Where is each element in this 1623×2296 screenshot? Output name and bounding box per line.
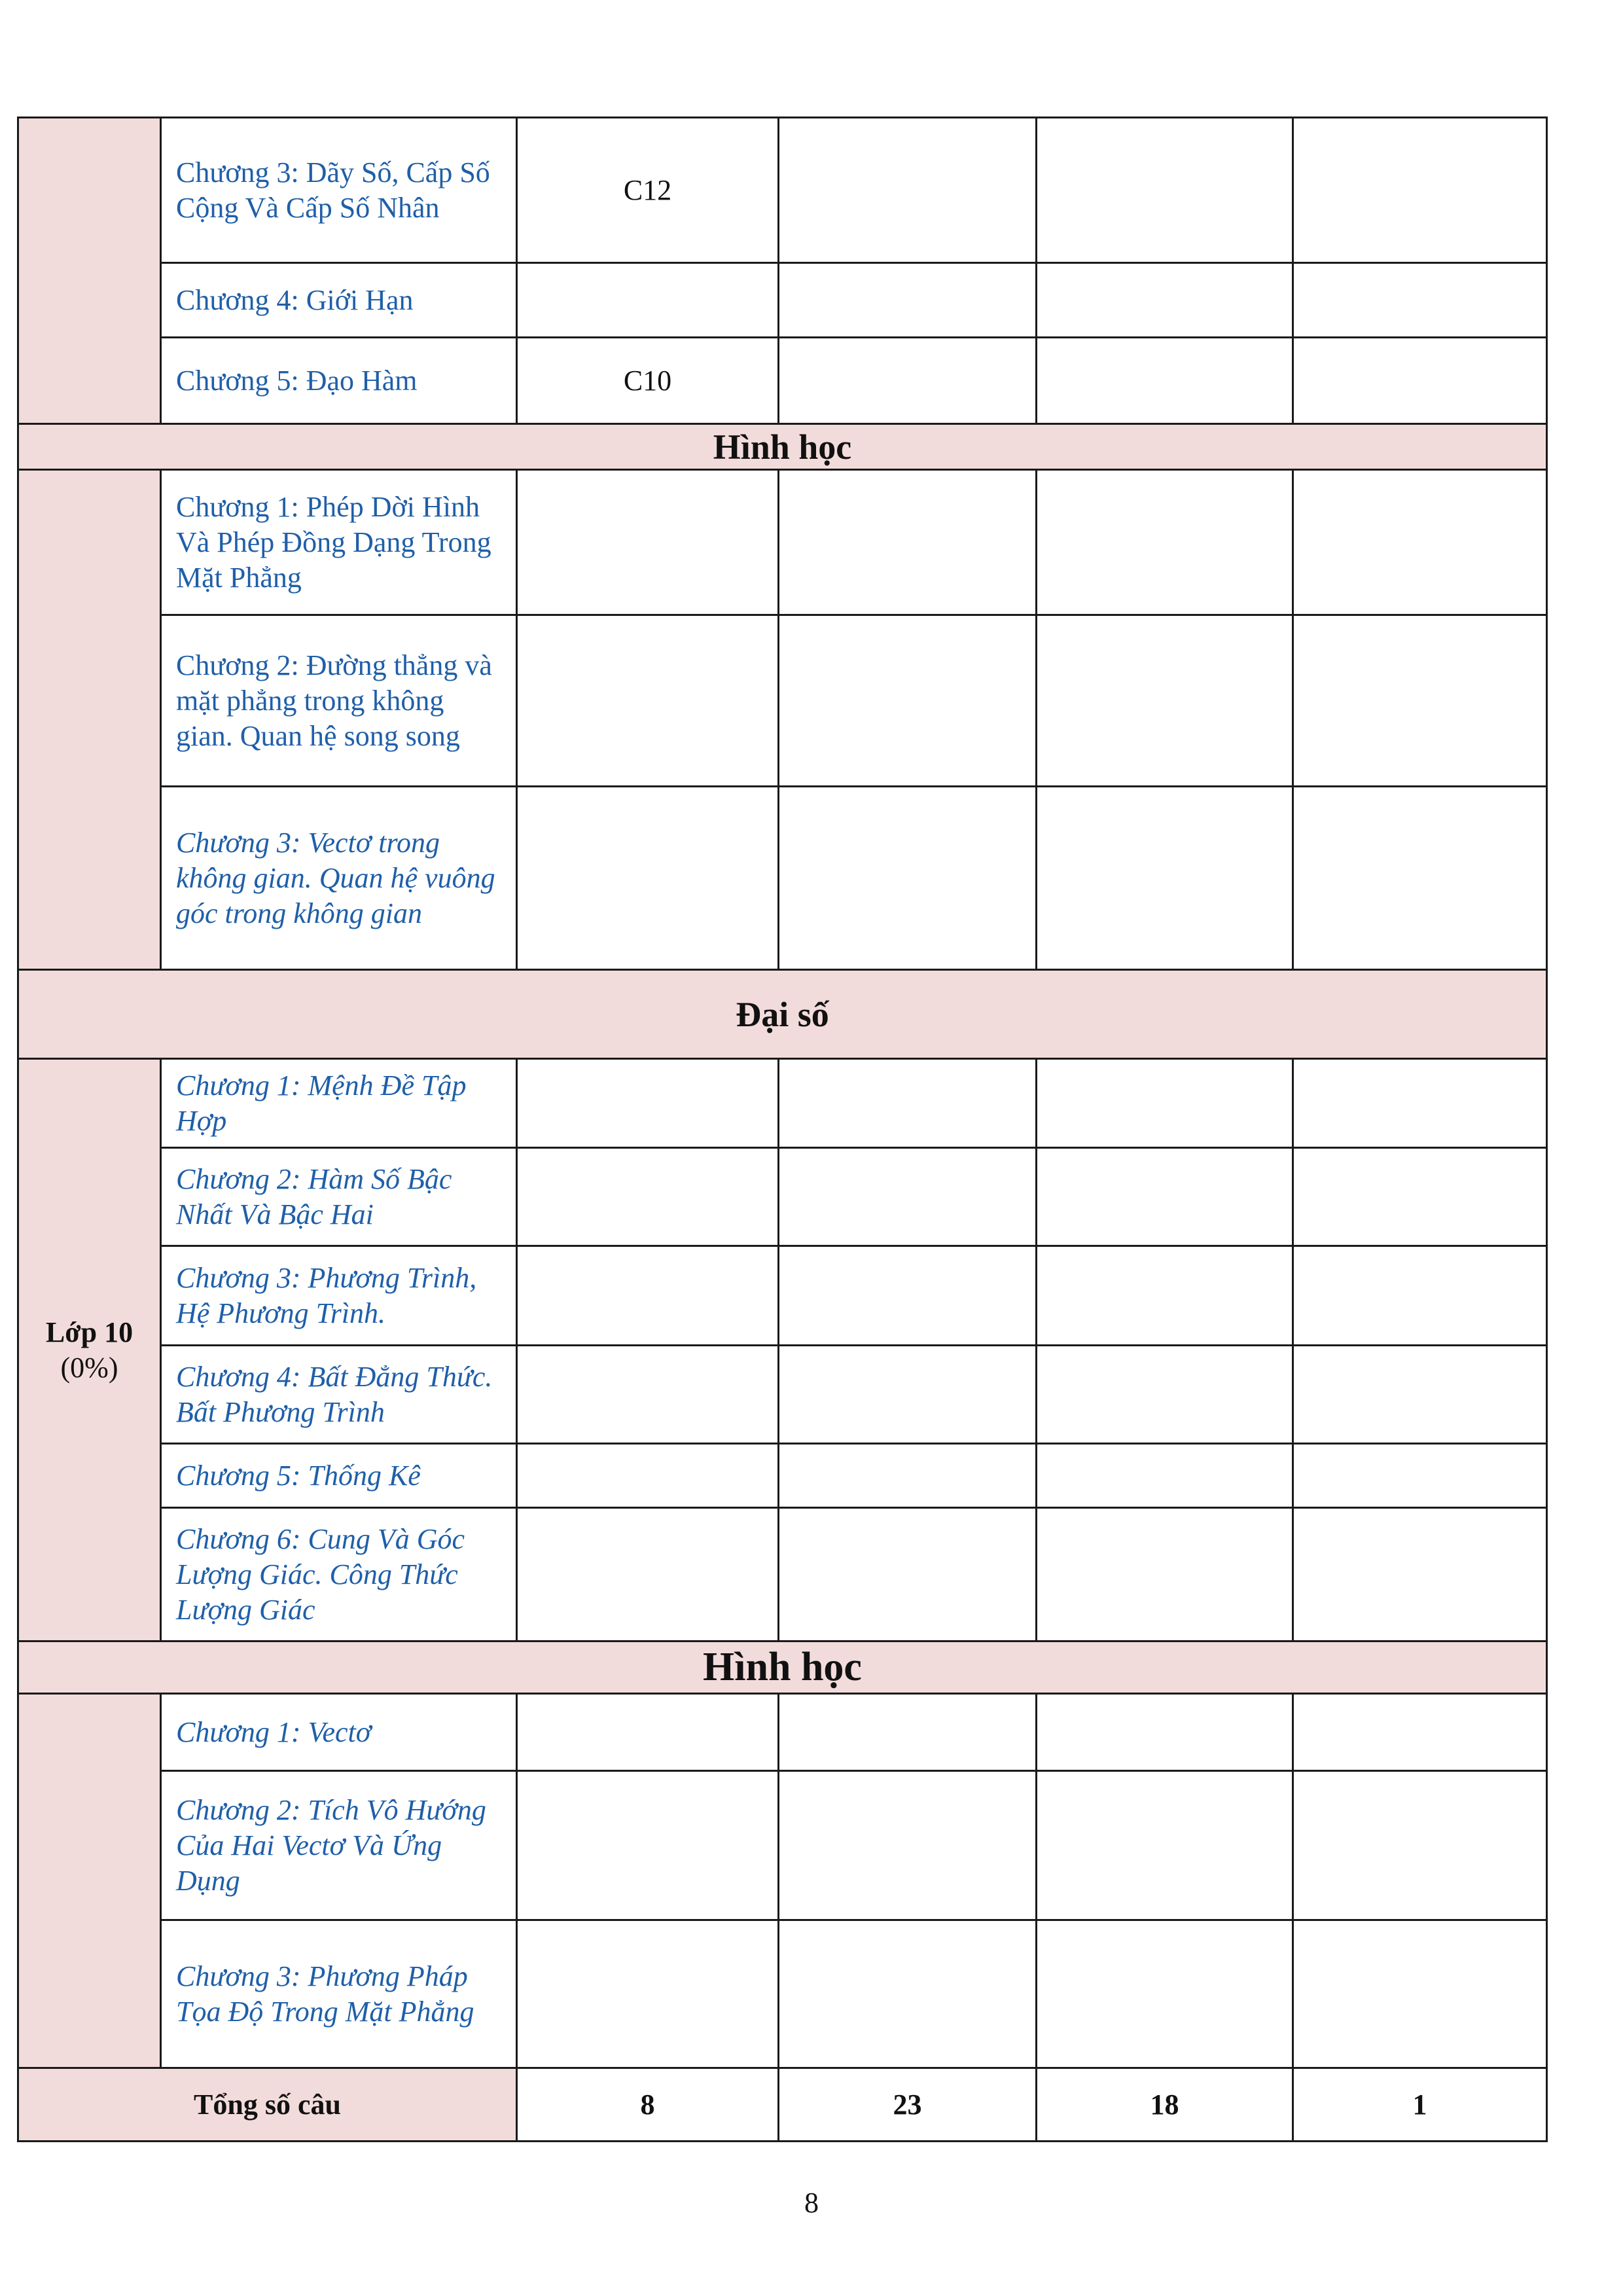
level-2-cell: [779, 263, 1037, 338]
level-3-cell: [1037, 1148, 1293, 1246]
total-level-3: 18: [1037, 2068, 1293, 2142]
grade-cell: [18, 1059, 161, 1641]
section-row: [18, 1641, 1547, 1694]
level-3-cell: [1037, 1771, 1293, 1920]
level-3-cell: [1037, 787, 1293, 970]
level-2-cell: [779, 1771, 1037, 1920]
level-2-cell: [779, 1246, 1037, 1346]
level-2-cell: [779, 1694, 1037, 1771]
chapter-cell: Chương 6: Cung Và Góc Lượng Giác. Công Thức Lượng Giác: [161, 1508, 517, 1641]
level-2-cell: [779, 1346, 1037, 1444]
grade-label: Lớp 10: [45, 1316, 134, 1348]
level-4-cell: [1293, 1346, 1547, 1444]
table-row: [18, 1694, 1547, 1771]
table-row: [18, 118, 1547, 263]
level-3-cell: [1037, 1920, 1293, 2068]
section-row: [18, 970, 1547, 1059]
level-2-cell: [779, 1059, 1037, 1148]
level-4-cell: [1293, 118, 1547, 263]
level-1-cell: [517, 470, 779, 615]
chapter-cell: Chương 1: Vectơ: [161, 1694, 517, 1771]
table-row: [18, 787, 1547, 970]
chapter-cell: Chương 3: Vectơ trong không gian. Quan hệ vuông góc trong không gian: [161, 787, 517, 970]
table-row: [18, 263, 1547, 338]
level-4-cell: [1293, 1771, 1547, 1920]
level-3-cell: [1037, 1059, 1293, 1148]
level-1-cell: [517, 1694, 779, 1771]
total-level-1: 8: [517, 2068, 779, 2142]
level-2-cell: [779, 1920, 1037, 2068]
level-2-cell: [779, 1148, 1037, 1246]
level-4-cell: [1293, 470, 1547, 615]
level-1-cell: [517, 1246, 779, 1346]
level-2-cell: [779, 1444, 1037, 1508]
chapter-cell: Chương 5: Thống Kê: [161, 1444, 517, 1508]
table-row: [18, 1920, 1547, 2068]
grade-cell-empty: [18, 118, 161, 424]
level-3-cell: [1037, 1694, 1293, 1771]
table-row: [18, 1508, 1547, 1641]
level-2-cell: [779, 787, 1037, 970]
level-3-cell: [1037, 118, 1293, 263]
chapter-cell: Chương 5: Đạo Hàm: [161, 338, 517, 424]
grade-percent: (0%): [60, 1351, 118, 1384]
section-row: [18, 424, 1547, 470]
chapter-cell: Chương 2: Đường thẳng và mặt phẳng trong không gian. Quan hệ song song: [161, 615, 517, 787]
level-4-cell: [1293, 1694, 1547, 1771]
page-number: 8: [804, 2187, 819, 2219]
level-1-cell: C10: [517, 338, 779, 424]
chapter-cell: Chương 3: Phương Pháp Tọa Độ Trong Mặt Phẳng: [161, 1920, 517, 2068]
totals-label: Tổng số câu: [18, 2068, 517, 2142]
level-1-cell: [517, 1346, 779, 1444]
grade-cell-empty: [18, 1694, 161, 2068]
level-4-cell: [1293, 1059, 1547, 1148]
table-row: [18, 615, 1547, 787]
level-4-cell: [1293, 1508, 1547, 1641]
chapter-cell: Chương 4: Bất Đẳng Thức. Bất Phương Trình: [161, 1346, 517, 1444]
table-row: [18, 1444, 1547, 1508]
table-row: [18, 1771, 1547, 1920]
level-3-cell: [1037, 470, 1293, 615]
level-4-cell: [1293, 1444, 1547, 1508]
level-2-cell: [779, 1508, 1037, 1641]
level-4-cell: [1293, 615, 1547, 787]
level-3-cell: [1037, 615, 1293, 787]
level-1-cell: [517, 1444, 779, 1508]
level-4-cell: [1293, 263, 1547, 338]
grade-cell-empty: [18, 470, 161, 970]
level-1-cell: C12: [517, 118, 779, 263]
chapter-cell: Chương 4: Giới Hạn: [161, 263, 517, 338]
chapter-cell: Chương 3: Dãy Số, Cấp Số Cộng Và Cấp Số Nhân: [161, 118, 517, 263]
table-row: [18, 1059, 1547, 1148]
level-3-cell: [1037, 1246, 1293, 1346]
level-3-cell: [1037, 263, 1293, 338]
level-4-cell: [1293, 1920, 1547, 2068]
level-1-cell: [517, 1508, 779, 1641]
chapter-cell: Chương 3: Phương Trình, Hệ Phương Trình.: [161, 1246, 517, 1346]
level-1-cell: [517, 787, 779, 970]
level-3-cell: [1037, 338, 1293, 424]
level-2-cell: [779, 338, 1037, 424]
level-1-cell: [517, 1148, 779, 1246]
table-row: [18, 1246, 1547, 1346]
level-1-cell: [517, 263, 779, 338]
table-row: [18, 338, 1547, 424]
table-row: [18, 470, 1547, 615]
level-2-cell: [779, 615, 1037, 787]
level-2-cell: [779, 470, 1037, 615]
level-1-cell: [517, 1059, 779, 1148]
section-title: Đại số: [18, 970, 1547, 1059]
section-title: Hình học: [18, 1641, 1547, 1694]
level-3-cell: [1037, 1508, 1293, 1641]
chapter-cell: Chương 2: Hàm Số Bậc Nhất Và Bậc Hai: [161, 1148, 517, 1246]
total-level-2: 23: [779, 2068, 1037, 2142]
total-level-4: 1: [1293, 2068, 1547, 2142]
level-3-cell: [1037, 1346, 1293, 1444]
table-row: [18, 1346, 1547, 1444]
totals-row: [18, 2068, 1547, 2142]
level-1-cell: [517, 615, 779, 787]
section-title: Hình học: [18, 424, 1547, 470]
question-matrix-table: [17, 117, 1548, 2142]
level-2-cell: [779, 118, 1037, 263]
level-1-cell: [517, 1920, 779, 2068]
level-3-cell: [1037, 1444, 1293, 1508]
table-row: [18, 1148, 1547, 1246]
level-4-cell: [1293, 787, 1547, 970]
level-1-cell: [517, 1771, 779, 1920]
chapter-cell: Chương 1: Phép Dời Hình Và Phép Đồng Dạng Trong Mặt Phẳng: [161, 470, 517, 615]
level-4-cell: [1293, 1148, 1547, 1246]
level-4-cell: [1293, 338, 1547, 424]
chapter-cell: Chương 2: Tích Vô Hướng Của Hai Vectơ Và Ứng Dụng: [161, 1771, 517, 1920]
chapter-cell: Chương 1: Mệnh Đề Tập Hợp: [161, 1059, 517, 1148]
level-4-cell: [1293, 1246, 1547, 1346]
